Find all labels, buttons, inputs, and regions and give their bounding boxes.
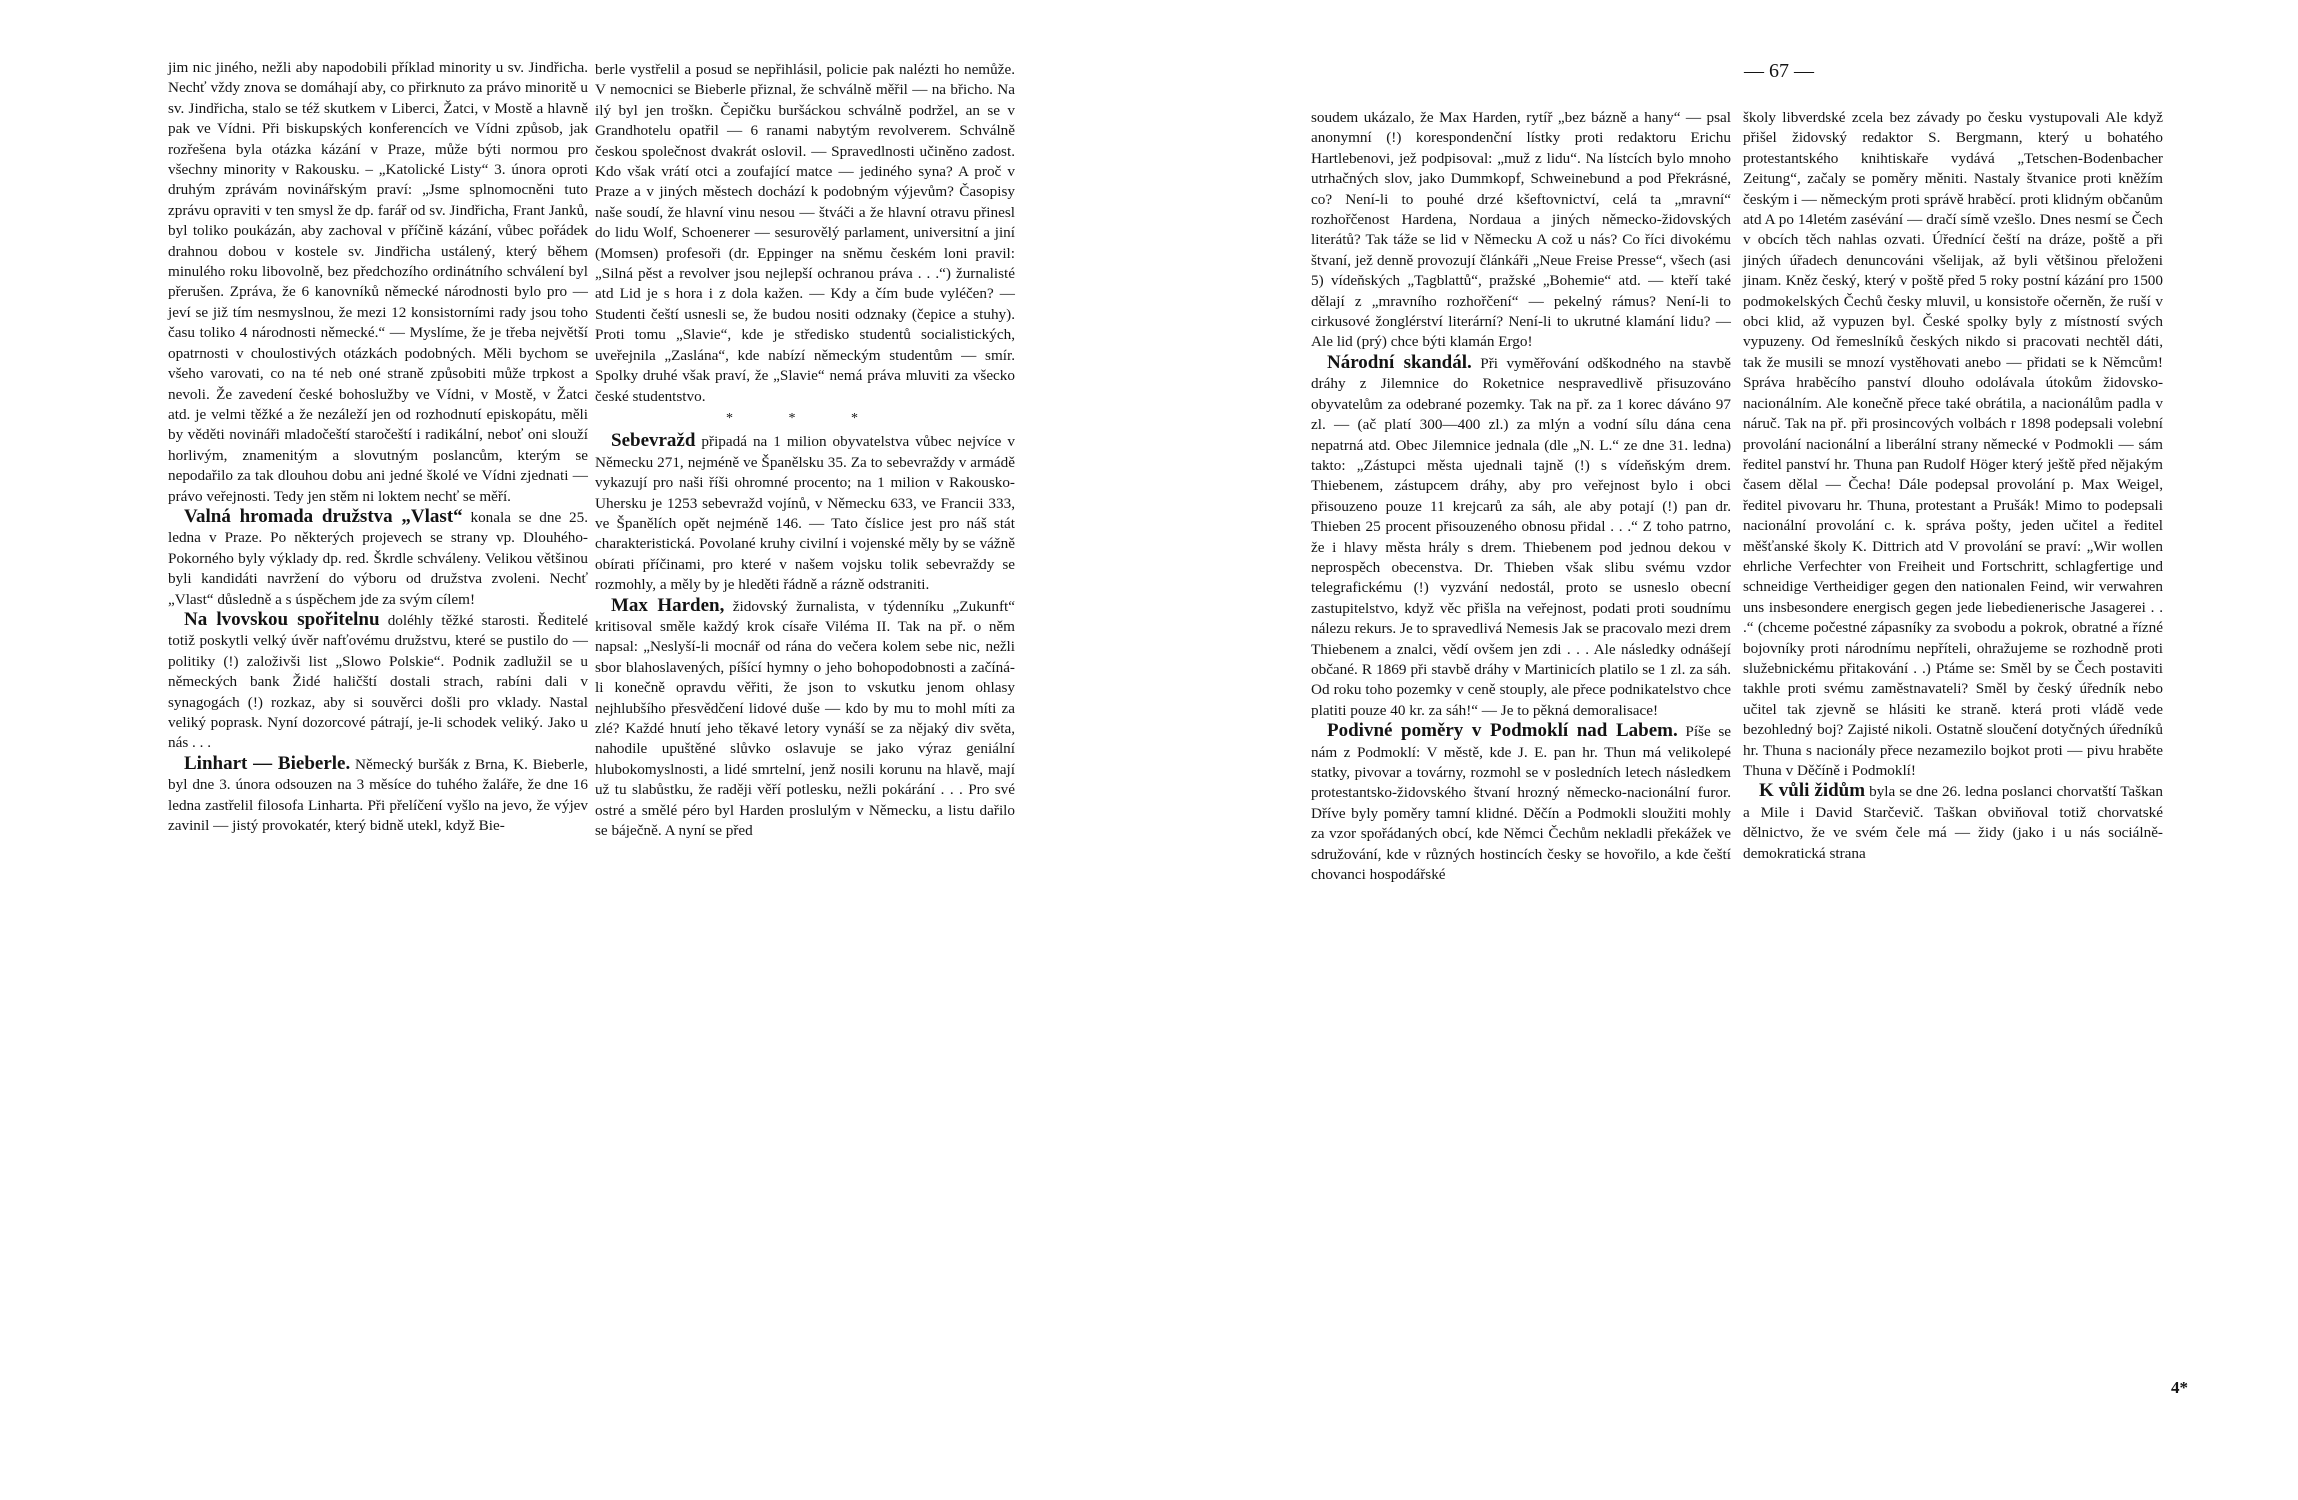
paragraph-lvov: [168, 610, 588, 754]
paragraph-podmokli-continued: [1743, 108, 2163, 781]
paragraph-harden-continued: [1311, 108, 1731, 353]
article-heading: Národní skandál.: [1327, 351, 1472, 373]
paragraph-text: berle vystřelil a posud se nepřihlásil, policie pak nalézti ho nemůže. V nemocnici se Bieberle přiznal, že schválně měřil — na břicho. Na ilý byl jen troškn. Čepičku buršáckou schválně podržel, an se v Grandhotelu opatřil — 6 ranami nabytým revolverem. Schválně českou společnost dvakrát oslovil. — Spravedlnosti učiněno zadost. Kdo však vrátí otci a zoufající matce — jediného syna? A proč v Praze a v jiných městech dochází k podobným výjevům? Časopisy naše soudí, že hlavní vinu nesou — štváči a že hlavní otravu přinesl do lidu Wolf, Schoenerer — sesurovělý parlament, universitní a jiní (Momsen) profesoři (dr. Eppinger na sněmu českém loni pravil: „Silná pěst a revolver jsou nejlepší ochranou práva . . .“) žurnalisté atd Lid je s hora i z dola kažen. — Kdy a čím bude vyléčen? — Studenti čeští usnesli se, že budou nositi odznaky (čepice a stuhy). Proti tomu „Slavie“, kde je středisko studentů socialistických, uveřejnila „Zaslána“, kde nabízí německým studentům — smír. Spolky druhé však praví, že „Slavie“ nemá práva mluviti za všecko české studentstvo.: [595, 61, 1015, 405]
paragraph-vlast: [168, 507, 588, 610]
paragraph-linhart: [168, 754, 588, 837]
right-page-column-2: [1743, 108, 2163, 864]
paragraph-text: Německý buršák z Brna, K. Bieberle, byl dne 3. února odsouzen na 3 měsíce do tuhého žaláře, že dne 16 ledna zastřelil filosofa Linharta. Při přelíčení vyšlo na jevo, že výjev zavinil — jistý provokatér, který bidně utekl, když Bie-: [168, 755, 588, 835]
article-heading: Linhart — Bieberle.: [184, 752, 351, 774]
paragraph-text: doléhly těžké starosti. Ředitelé totiž poskytli velký úvěr nafťovému družstvu, které se pustilo do — politiky (!) založivši list „Slowo Polskie“. Podnik zadlužil se u německých bank Židé haličští dostali strach, rabíni dali v synagogách (!) rozkaz, aby si souvěrci došli pro vklady. Nastal veliký poprask. Nyní dozorcové pátrají, je-li schodek veliký. Jako u nás . . .: [168, 611, 588, 752]
paragraph-text: byla se dne 26. ledna poslanci chorvatští Taškan a Mile i David Starčevič. Taškan obviňoval totiž chorvatské dělnictvo, že ve svém čele má — židy (jako i u nás sociálně-demokratická strana: [1743, 783, 2163, 862]
paragraph-jews: [1743, 781, 2163, 864]
paragraph-text: židovský žurnalista, v týdenníku „Zukunft“ kritisoval směle každý krok císaře Viléma II. Tak na př. o něm napsal: „Neslyší-li mocnář od rána do večera kolem sebe nic, nežli sbor blahoslavených, píšící hymny o jeho bohopodobnosti a začíná-li konečně opravdu věřiti, že json to vskutku jenom ohlasy nejhlubšího přesvědčení lidové duše — kdo by mu to mohl míti za zlé? Každé hnutí jeho těkavé letory vynáší se za nějaký div světa, nahodile upuštěné slůvko oslavuje se jako výraz geniální hlubokomyslnosti, a lidé smrtelní, jenž nosili korunu na hlavě, mají už tu slabůstku, že raději věří potlesku, nežli pokárání . . . Pro své ostré a smělé péro byl Harden proslulým v Německu, a listu dařilo se báječně. A nyní se před: [595, 597, 1015, 840]
paragraph-text: jim nic jiného, nežli aby napodobili příklad minority u sv. Jindřicha. Nechť vždy znova se domáhají aby, co přirknuto za právo minoritě u sv. Jindřicha, stalo se též skutkem v Liberci, Žatci, v Mostě a hlavně pak ve Vídni. Při biskupských konferencích ve Vídni způsob, jak rozřešena byla otázka kázání v Praze, může býti normou pro všechny minority v Rakousku. – „Katolické Listy“ 3. února oproti druhým zprávám novinářským praví: „Jsme splnomocněni tuto zprávu opraviti v ten smysl že dp. farář od sv. Jindřicha, Frant Janků, byl toliko poukázán, aby zachoval v příčině kázání, vůbec pořádek drahnou dobou v kostele sv. Jindřicha ustálený, který během minulého roku libovolně, bez předchozího ordinátního schválení byl přerušen. Zpráva, že 6 kanovníků německé národnosti bylo pro — jeví se již tím nesmyslnou, že mezi 12 konsistorními rady jsou toho času toliko 4 národnosti německé.“ — Myslíme, že je třeba největší opatrnosti v choulostivých otázkách podobných. Měli bychom se všeho varovati, co na té neb oné straně způsobiti může trpkost a nevoli. Že zavedení české bohoslužby ve Vídni, v Mostě, v Žatci atd. je velmi těžké a že nezáleží jen od rozhodnutí episkopátu, měli by věděti novináři mladočeští staročeští i radikální, neboť oni slouží horlivým, znamenitým a slovutným poslancům, kterým se nepodařilo za tak dlouhou dobu ani jedné školé ve Vídni zjednati — právo veřejnosti. Tedy jen stěm ni loktem nechť se měří.: [168, 59, 588, 505]
paragraph-minority: [168, 58, 588, 507]
paragraph-text: Při vyměřování odškodného na stavbě dráhy z Jilemnice do Roketnice nespravedlivě přisuzováno obyvatelům za odebrané pozemky. Tak na př. za 1 korec dáváno 97 zl. — (ač platí 300—400 zl.) za mlýn a vodní sílu dána cena nepatrná atd. Obec Jilemnice jednala (dle „N. L.“ ze dne 31. ledna) takto: „Zástupci města ujednali tajně (!) s vídeňským drem. Thiebenem, zástupcem dráhy, aby pro veřejnost bylo i obci přisouzeno pouze 11 krejcarů za sáh, ale aby potají (!) pan dr. Thieben 25 procent přisouzeného obnosu přidal . . .“ Z toho patrno, že i hlavy města hrály s drem. Thiebenem pod jednou dekou v neprospěch obecenstva. Dr. Thieben však slibu svému vzdor telegrafickému (!) vyzvání nedostál, proto se usneslo obecní zastupitelstvo, když věc přišla na veřejnost, podati proti soudnímu nálezu rekurs. Je to spravedlivá Nemesis Jak se pracovalo mezi drem Thiebenem a znalci, vědí ovšem jen zdi . . . Ale následky odnášejí občané. R 1869 při stavbě dráhy v Martinicích platilo se 1 zl. za sáh. Od roku toho pozemky v ceně stouply, ale přece podnikatelstvo chce platiti pouze 40 kr. za sáh!“ — Je to pěkná demoralisace!: [1311, 354, 1731, 719]
paragraph-text: Píše se nám z Podmoklí: V městě, kde J. E. pan hr. Thun má velikolepé statky, pivovar a továrny, rozmohl se v posledních letech následkem protestantsko-židovského štvaní hrozný německo-nacionální furor. Dříve byly poměry tamní klidné. Děčín a Podmokli sloužiti mohly za vzor spořádaných obcí, kde Němci Čechům nekladli překážek ve sdružování, kde v různých hostincích česky se hovořilo, a kde čeští chovanci hospodářské: [1311, 723, 1731, 884]
article-heading: Valná hromada družstva „Vlast“: [184, 505, 463, 527]
article-heading: Sebevražd: [611, 430, 696, 452]
page-number: — 67 —: [1744, 60, 1814, 82]
left-page-column-2: [595, 60, 1015, 841]
article-heading: Max Harden,: [611, 594, 725, 616]
article-heading: Na lvovskou spořitelnu: [184, 608, 380, 630]
article-heading: K vůli židům: [1759, 780, 1866, 802]
section-divider-stars: * * *: [726, 410, 884, 426]
paragraph-text: konala se dne 25. ledna v Praze. Po některých projevech se strany vp. Dlouhého-Pokorného byly výklady dp. red. Škrdle schváleny. Velikou většinou byli kandidáti navržení do výboru od družstva zvoleni. Nechť „Vlast“ důsledně a s úspěchem jde za svým cílem!: [168, 508, 588, 608]
paragraph-text: školy libverdské zcela bez závady po česku vystupovali Ale když přišel židovský redaktor S. Bergmann, který u bohatého protestantského knihtiskaře vydává „Tetschen-Bodenbacher Zeitung“, začaly se poměry měniti. Nastaly štvanice proti kněžím českým i — německým proti správě hraběcí. proti klidným občanům atd A po 14letém zasévání — dračí símě vzešlo. Dnes nesmí se Čech v obcích těch nahlas ozvati. Úřednící čeští na dráze, poště a při jiných úřadech denuncováni všelijak, až byli většinou přeloženi jinam. Kněz český, který v poště před 5 roky postní kázání pro 1500 podmokelských Čechů česky mluvil, u konsistoře očerněn, že ruší v obci klid, až vypuzen byl. České spolky byly z místností svých vypuzeny. Od řemeslníků českých nikdo si pracovati nechtěl dáti, tak že musili se mnozí vystěhovati anebo — přidati se k Němcům! Správa hraběcího panství dlouho odolávala útokům židovsko-nacionálním. Ale konečně přece také obrátila, a nacionálům padla v náruč. Tak na př. při prosincových volbách r 1898 podepsali volební provolání nacionální a liberální strany německé v Podmokli — sám ředitel panství hr. Thuna pan Rudolf Höger který ještě před nějakým časem dělal — Čecha! Dále podepsal provolání p. Max Weigel, ředitel pivovaru hr. Thuna, protestant a Prušák! Mimo to podepsali nacionální provolání c. k. správa pošty, jeden učitel a ředitel měšťanské školy K. Dittrich atd V provolání se praví: „Wir wollen ehrliche Verfechter von Freiheit und Fortschritt, schlagfertige und schneidige Vertheidiger gegen den nationalen Feind, wir verwahren uns insbesondere energisch gegen jede liebedienerische Jasagerei . . .“ (chceme počestné zápasníky za svobodu a pokrok, obratné a řízné bojovníky proti národnímu nepříteli, ohražujeme se rozhodně proti služebnickému přitakování . .) Ptáme se: Směl by se Čech postaviti takhle proti svému zaměstnavateli? Směl by český úředník nebo učitel tak zjevně se hlásiti ke straně. která proti vládě vede bezohledný boj? Zajisté nikoli. Ostatně sloučení dotyčných úředníků hr. Thuna s nacionály přece nezamezilo bojkot proti — pivu hraběte Thuna v Děčíně i Podmoklí!: [1743, 109, 2163, 779]
paragraph-podmokli: [1311, 721, 1731, 885]
paragraph-suicides: [595, 431, 1015, 595]
right-page-column-1: [1311, 108, 1731, 885]
paragraph-national-scandal: [1311, 353, 1731, 721]
right-page: [1149, 0, 2298, 1500]
article-heading: Podivné poměry v Podmoklí nad Labem.: [1327, 720, 1678, 742]
paragraph-bieberle: [595, 60, 1015, 407]
signature-mark: 4*: [2171, 1378, 2188, 1397]
paragraph-text: připadá na 1 milion obyvatelstva vůbec nejvíce v Německu 271, nejméně ve Španělsku 35. Za to sebevraždy v armádě vykazují pro naši říši ohromné procento; na 1 milion v Rakousko-Uhersku je 1253 sebevražd vojínů, v Německu 633, ve Francii 333, ve Španělích opět nejméně 146. — Tato číslice jest pro náš stát charakteristická. Povolané kruhy civilní i vojenské měly by se vážně obírati příčinami, pro které v našem vojsku tolik sebevraždy se rozmohly, a měly by je hleděti řádně a rázně odstraniti.: [595, 433, 1015, 594]
paragraph-text: soudem ukázalo, že Max Harden, rytíř „bez bázně a hany“ — psal anonymní (!) korespondenční lístky proti redaktoru Erichu Hartlebenovi, jež podpisoval: „muž z lidu“. Na lístcích bylo mnoho utrhačných slov, jako Dummkopf, Schweinebund a pod Překrásné, co? Není-li to pouhé drzé kšeftovnictví, celá ta „mravní“ rozhořčenost Hardena, Nordaua a jiných německo-židovských literátů? Tak táže se lid v Německu A což u nás? Co říci divokému štvaní, jež denně provozují článkáři „Neue Freise Presse“, všech (asi 5) vídeňských „Tagblattů“, pražské „Bohemie“ atd. — kteří také dělají z „mravního rozhořčení“ — pekelný rámus? Není-li to cirkusové žonglérství literární? Není-li to ukrutné klamání lidu? — Ale lid (prý) chce býti klamán Ergo!: [1311, 109, 1731, 351]
left-page-column-1: [168, 58, 588, 836]
paragraph-harden: [595, 596, 1015, 842]
